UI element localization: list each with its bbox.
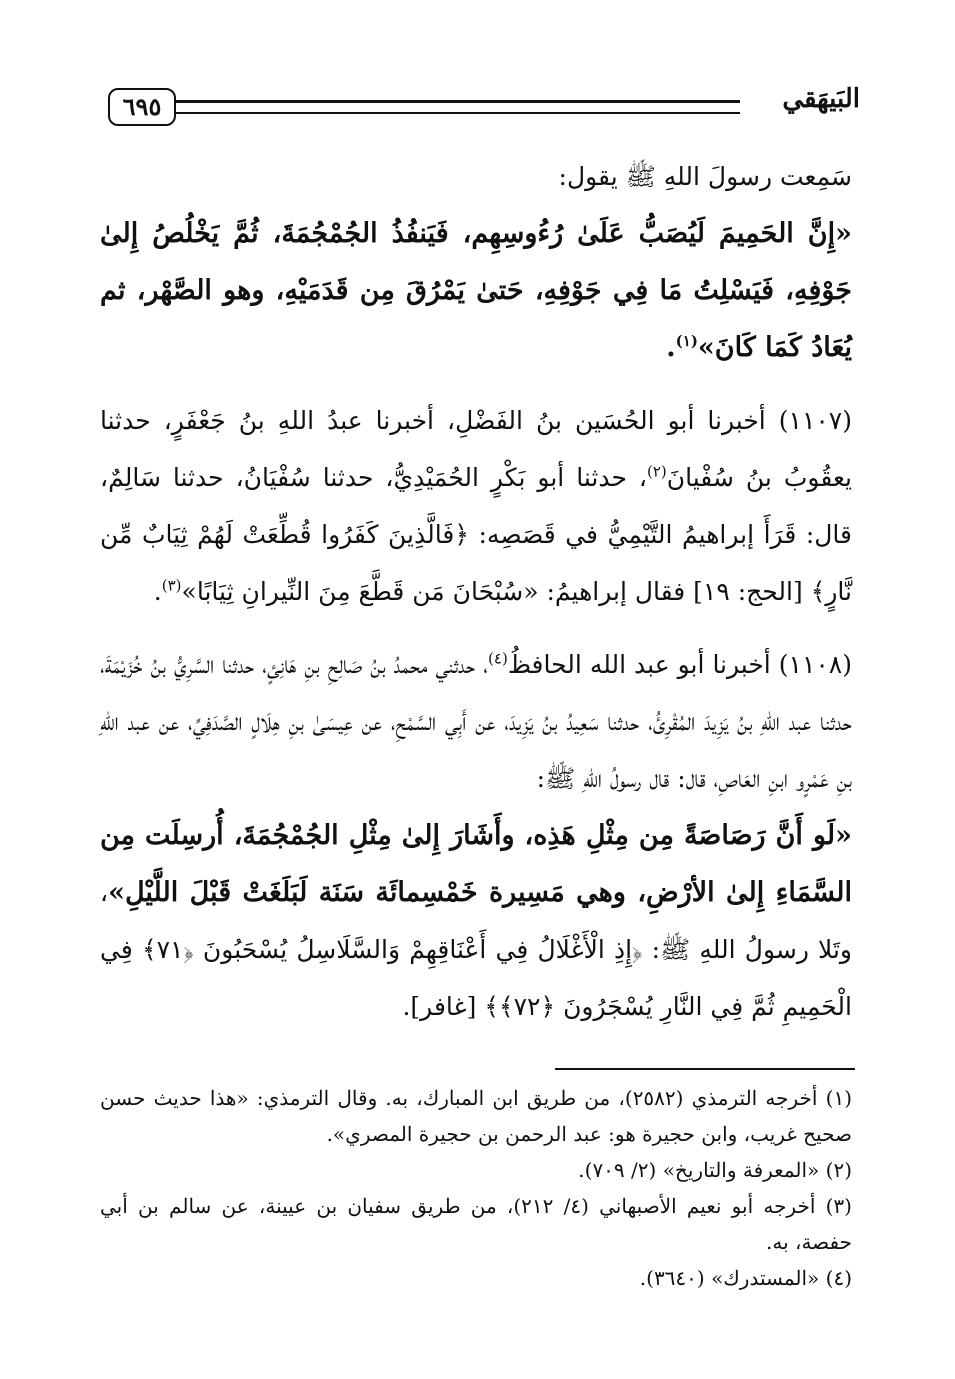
running-title: البَيهَقي [782,84,860,114]
footnote-ref-1[interactable]: (١) [675,332,698,350]
footnote-ref-2[interactable]: (٢) [647,462,667,481]
narration-1108-a: (١١٠٨) أخبرنا أبو عبد الله الحافظُ [507,650,852,679]
narration-1107-end: . [153,577,162,606]
narration-1107-b: ، حدثنا أبو بَكْرٍ الحُمَيْدِيُّ، حدثنا سُفْيَانُ، حدثنا سَالِمٌ، قال: قَرَأَ إبراهيمُ التَّيْمِيُّ في قَصَصِه: ﴿فَالَّذِينَ كَفَرُوا قُطِّعَتْ لَهُمْ ثِيَابٌ مِّن نَّارٍ﴾ [الحج: ١٩] فقال إبراهيمُ: «سُبْحَانَ مَن قَطَّعَ مِنَ النِّيرانِ ثِيَابًا» [100,463,852,606]
hadith-2 [100,807,852,1035]
hadith-1-end: . [666,332,676,363]
footnote-1: (١) أخرجه الترمذي (٢٥٨٢)، من طريق ابن المبارك، به. وقال الترمذي: «هذا حديث حسن صحيح غريب، وابن حجيرة هو: عبد الرحمن بن حجيرة المصري». [100,1086,853,1146]
footnote-3: (٣) أخرجه أبو نعيم الأصبهاني (٤/ ٢١٢)، من طريق سفيان بن عيينة، عن سالم بن أبي حفصة، به. [100,1194,852,1254]
paragraph-intro: سَمِعت رسولَ اللهِ ﷺ يقول: [558,162,852,191]
footnote-separator [555,1068,855,1070]
narration-1108-b: ، حدثني محمدُ بنُ صَالِحِ بنِ هَانِئٍ، حدثنا السَّرِيُّ بنُ خُزَيْمَةَ، حدثنا عبد اللهِ بنُ يَزِيدَ المُقْرِئُ، حدثنا سَعِيدُ بنُ يَزِيدَ، عن أَبِي السَّمْحِ، عن عِيسَىٰ بنِ هِلَالٍ الصَّدَفِيِّ، عن عبد اللهِ بنِ عَمْرٍو ابنِ العَاصِ، قال: قال رسولُ اللهِ ﷺ: [100,650,852,793]
narration-1107 [100,392,852,620]
page-header [100,84,860,128]
page-number: ٦٩٥ [108,88,176,126]
hadith-1 [100,205,852,376]
footnotes [100,1080,852,1296]
narration-1107-a: (١١٠٧) أخبرنا أبو الحُسَين بنُ الفَضْلِ، أخبرنا عبدُ اللهِ بنُ جَعْفَرٍ، حدثنا يعقُوبُ بنُ سُفْيانَ [100,406,852,492]
narration-1108 [100,636,852,807]
hadith-2-text: «لَو أَنَّ رَصَاصَةً مِن مِثْلِ هَذِه، وأَشَارَ إِلىٰ مِثْلِ الجُمْجُمَةَ، أُرسِلَت مِن السَّمَاءِ إِلىٰ الأرْضِ، وهي مَسِيرة خَمْسِمائَة سَنَة لَبَلَغَتْ قَبْلَ اللَّيْلِ» [100,820,852,908]
header-rule [174,100,740,114]
footnote-ref-3[interactable]: (٣) [161,576,182,595]
footnote-ref-4[interactable]: (٤) [488,649,508,668]
hadith-2-rest: ، وتَلا رسولُ اللهِ ﷺ: ﴿إِذِ الْأَغْلَالُ فِي أَعْنَاقِهِمْ وَالسَّلَاسِلُ يُسْحَبُونَ ﴿٧١﴾ فِي الْحَمِيمِ ثُمَّ فِي النَّارِ يُسْجَرُونَ ﴿٧٢﴾﴾ [غافر]. [100,878,853,1021]
footnote-4: (٤) «المستدرك» (٣٦٤٠). [639,1266,852,1290]
footnote-2: (٢) «المعرفة والتاريخ» (٢/ ٧٠٩). [578,1158,852,1182]
hadith-1-text: «إِنَّ الحَمِيمَ لَيُصَبُّ عَلَىٰ رُءُوسِهِم، فَيَنفُذُ الجُمْجُمَةَ، ثُمَّ يَخْلُصُ إِلىٰ جَوْفِهِ، فَيَسْلِتُ مَا فِي جَوْفِهِ، حَتىٰ يَمْرُقَ مِن قَدَمَيْهِ، وهو الصَّهْر، ثم يُعَادُ كَمَا كَانَ» [100,218,852,363]
main-text [100,148,852,1035]
